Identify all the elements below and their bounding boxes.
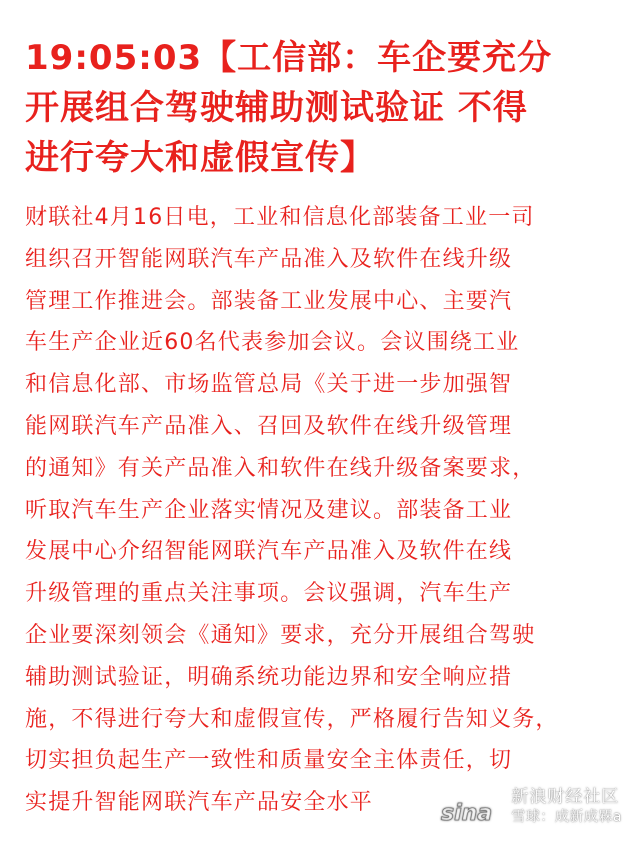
- sina-logo-icon: [439, 786, 501, 828]
- sina-logo-text: sina: [441, 801, 493, 826]
- article-body: 财联社4月16日电，工业和信息化部装备工业一司 组织召开智能网联汽车产品准入及软件在线升级 管理工作推进会。部装备工业发展中心、主要汽 车生产企业近60名代表参加会议。会议围绕工业 和信息化部、市场监管总局《关于进一步加强智 能网联汽车产品准入、召回及软件在线升级管理 的通知》有关产品准入和软件在线升级备案要求， 听取汽车生产企业落实情况及建议。部装备工业 发展中心介绍智能网联汽车产品准入及软件在线 升级管理的重点关注事项。会议强调，汽车生产 企业要深刻领会《通知》要求，充分开展组合驾驶 辅助测试验证，明确系统功能边界和安全响应措 施，不得进行夸大和虚假宣传，严格履行告知义务， 切实担负起生产一致性和质量安全主体责任，切 实提升智能网联汽车产品安全水平: [25, 205, 559, 816]
- sina-watermark: [439, 784, 622, 830]
- watermark-caption: [511, 787, 622, 827]
- watermark-community-name: 新浪财经社区: [511, 787, 620, 807]
- article-headline: 19:05:03【工信部：车企要充分 开展组合驾驶辅助测试验证 不得 进行夸大和虚假宣传】: [25, 38, 553, 178]
- watermark-author: 雪球：成新成槑a: [511, 809, 622, 825]
